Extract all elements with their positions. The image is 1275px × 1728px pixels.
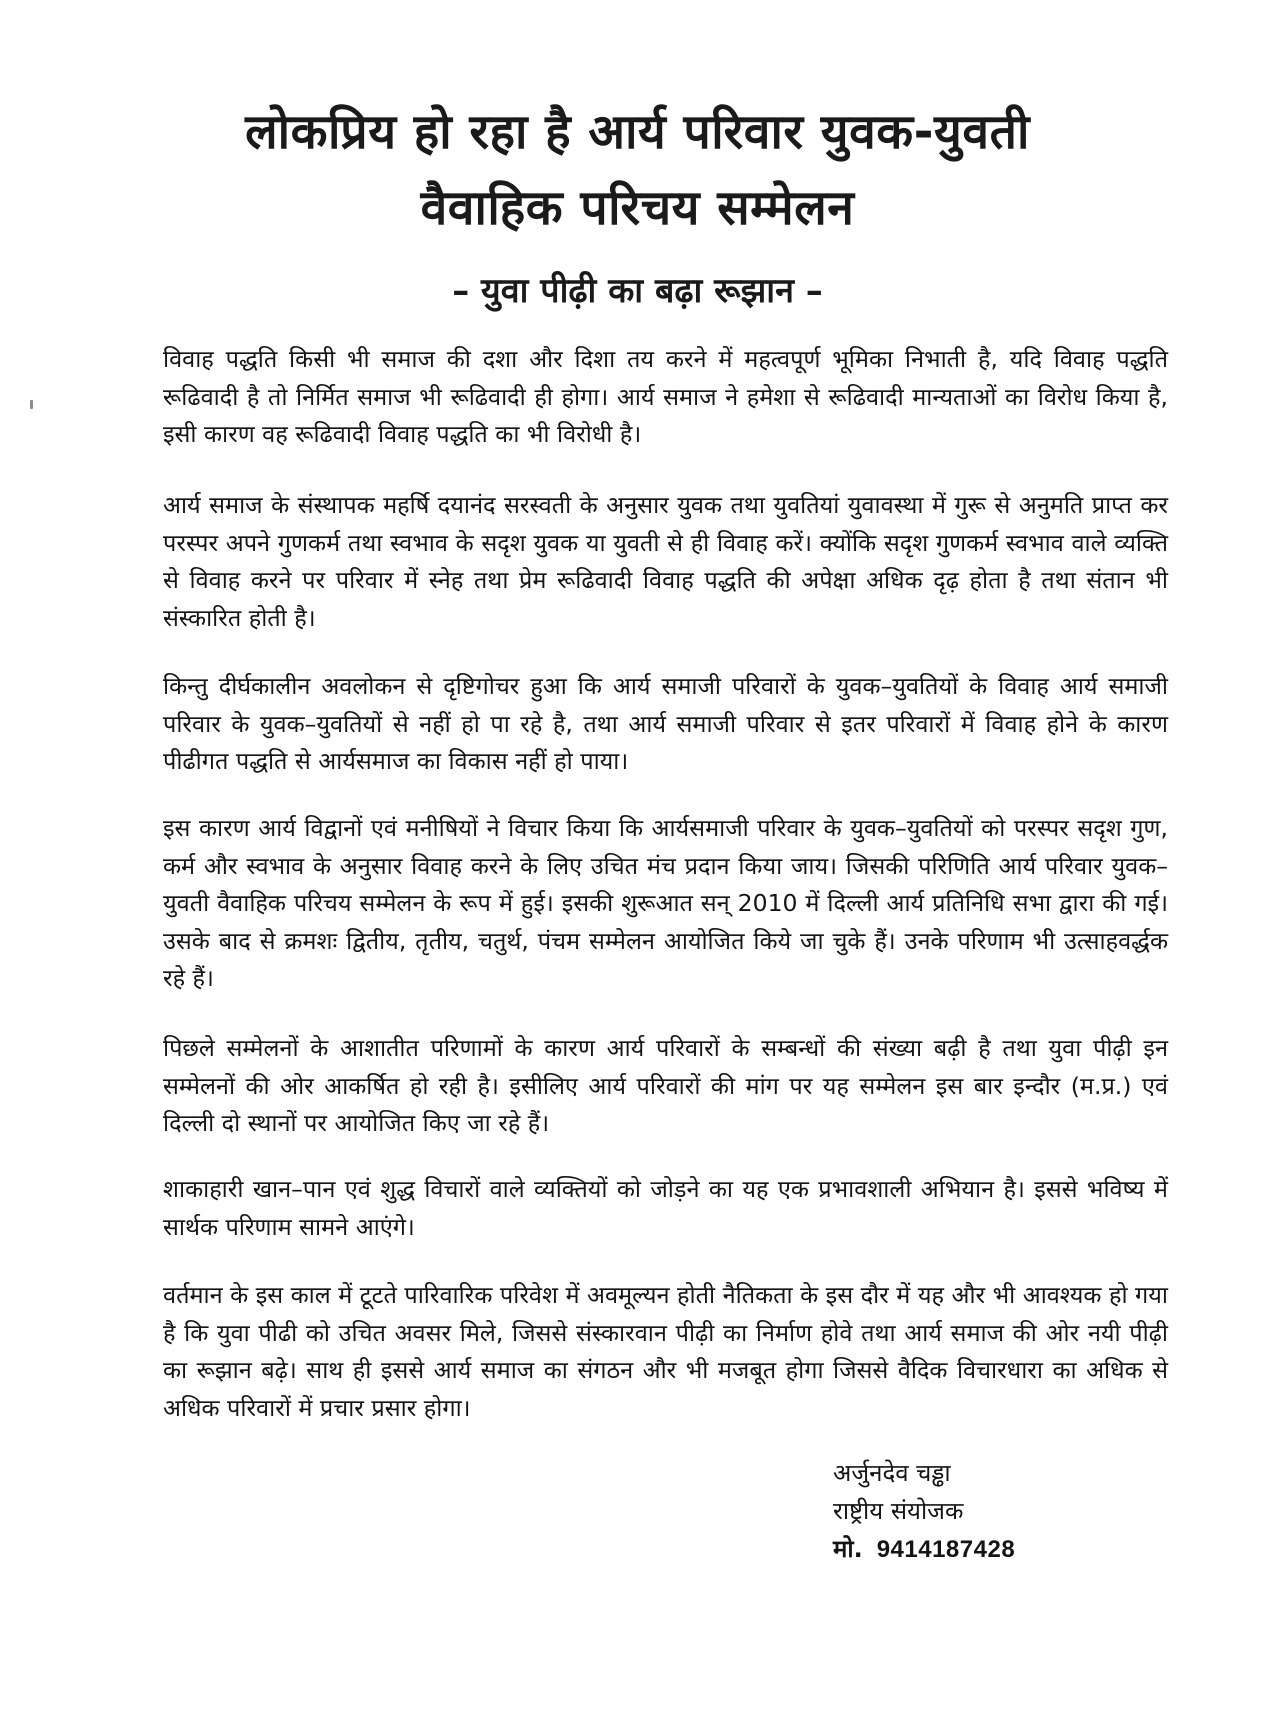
paragraph-2: आर्य समाज के संस्थापक महर्षि दयानंद सरस्वती के अनुसार युवक तथा युवतियां युवावस्था में गुरू से अनुमति प्राप्त कर परस्पर अपने गुणकर्म तथा स्वभाव के सदृश युवक या युवती से ही विवाह करें। क्योंकि सदृश गुणकर्म स्वभाव वाले व्यक्ति से विवाह करने पर परिवार में स्नेह तथा प्रेम रूढिवादी विवाह पद्धति की अपेक्षा अधिक दृढ़ होता है तथा संतान भी संस्कारित होती है। [163,491,1168,632]
signatory-name: अर्जुनदेव चड्ढा [833,1459,951,1487]
headline-line-2: वैवाहिक परिचय सम्मेलन [420,180,855,236]
paragraph-3: किन्तु दीर्घकालीन अवलोकन से दृष्टिगोचर हुआ कि आर्य समाजी परिवारों के युवक–युवतियों के विवाह आर्य समाजी परिवार के युवक–युवतियों से नहीं हो पा रहे है, तथा आर्य समाजी परिवार से इतर परिवारों में विवाह होने के कारण पीढीगत पद्धति से आर्यसमाज का विकास नहीं हो पाया। [163,672,1168,775]
signatory-mobile [833,1530,1163,1569]
mobile-number: 9414187428 [876,1536,1016,1563]
paragraph-4: इस कारण आर्य विद्वानों एवं मनीषियों ने विचार किया कि आर्यसमाजी परिवार के युवक–युवतियों को परस्पर सदृश गुण, कर्म और स्वभाव के अनुसार विवाह करने के लिए उचित मंच प्रदान किया जाय। जिसकी परिणिति आर्य परिवार युवक–युवती वैवाहिक परिचय सम्मेलन के रूप में हुई। इसकी शुरूआत सन् 2010 में दिल्ली आर्य प्रतिनिधि सभा द्वारा की गई। उसके बाद से क्रमशः द्वितीय, तृतीय, चतुर्थ, पंचम सम्मेलन आयोजित किये जा चुके हैं। उनके परिणाम भी उत्साहवर्द्धक रहे हैं। [163,814,1168,992]
paragraph-7: वर्तमान के इस काल में टूटते पारिवारिक परिवेश में अवमूल्यन होती नैतिकता के इस दौर में यह और भी आवश्यक हो गया है कि युवा पीढी को उचित अवसर मिले, जिससे संस्कारवान पीढ़ी का निर्माण होवे तथा आर्य समाज की ओर नयी पीढ़ी का रूझान बढ़े। साथ ही इससे आर्य समाज का संगठन और भी मजबूत होगा जिससे वैदिक विचारधारा का अधिक से अधिक परिवारों में प्रचार प्रसार होगा। [163,1281,1168,1422]
paragraph-5: पिछले सम्मेलनों के आशातीत परिणामों के कारण आर्य परिवारों के सम्बन्धों की संख्या बढ़ी है तथा युवा पीढ़ी इन सम्मेलनों की ओर आकर्षित हो रही है। इसीलिए आर्य परिवारों की मांग पर यह सम्मेलन इस बार इन्दौर (म.प्र.) एवं दिल्ली दो स्थानों पर आयोजित किए जा रहे हैं। [163,1034,1168,1137]
headline-line-1: लोकप्रिय हो रहा है आर्य परिवार युवक-युवती [245,104,1030,160]
paragraph-1: विवाह पद्धति किसी भी समाज की दशा और दिशा तय करने में महत्वपूर्ण भूमिका निभाती है, यदि विवाह पद्धति रूढिवादी है तो निर्मित समाज भी रूढिवादी ही होगा। आर्य समाज ने हमेशा से रूढिवादी मान्यताओं का विरोध किया है, इसी कारण वह रूढिवादी विवाह पद्धति का भी विरोधी है। [163,345,1168,448]
mobile-label: मो. [833,1535,863,1563]
subheadline: – युवा पीढ़ी का बढ़ा रूझान – [452,271,823,311]
scan-artifact [30,400,33,409]
paragraph-6: शाकाहारी खान–पान एवं शुद्ध विचारों वाले व्यक्तियों को जोड़ने का यह एक प्रभावशाली अभियान है। इससे भविष्य में सार्थक परिणाम सामने आएंगे। [163,1175,1168,1241]
signatory-designation: राष्ट्रीय संयोजक [833,1497,964,1525]
signature-block [833,1454,1163,1569]
